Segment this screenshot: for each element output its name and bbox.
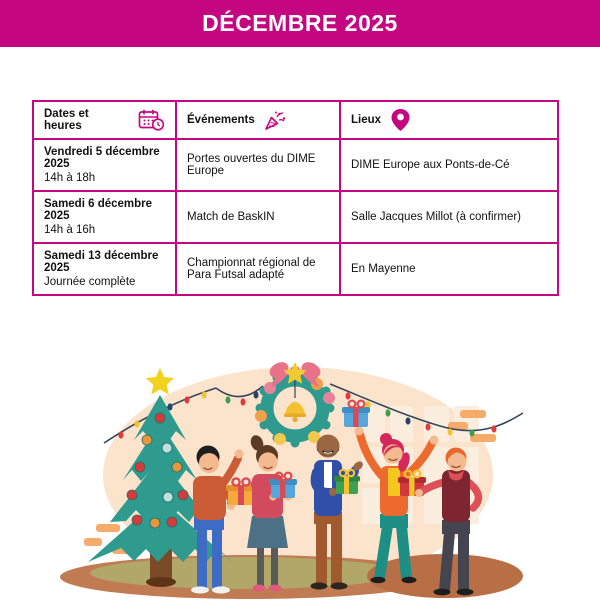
tree-star bbox=[146, 368, 174, 395]
location-pin-icon bbox=[390, 108, 411, 132]
col-header-dates-label: Dates et heures bbox=[44, 108, 89, 132]
col-header-locations-label: Lieux bbox=[351, 114, 382, 126]
event-date: Samedi 6 décembre 2025 bbox=[44, 198, 153, 222]
event-row bbox=[33, 191, 558, 243]
ground-rug bbox=[90, 557, 400, 589]
event-time: 14h à 16h bbox=[44, 224, 96, 236]
event-location-cell: DIME Europe aux Ponts-de-Cé bbox=[340, 139, 558, 191]
event-location-cell: En Mayenne bbox=[340, 243, 558, 295]
event-location-cell: Salle Jacques Millot (à confirmer) bbox=[340, 191, 558, 243]
col-header-dates bbox=[33, 101, 176, 139]
event-time: 14h à 18h bbox=[44, 172, 96, 184]
event-name-cell: Match de BaskIN bbox=[176, 191, 340, 243]
party-popper-icon bbox=[264, 110, 286, 131]
christmas-illustration bbox=[0, 340, 600, 600]
event-date-cell bbox=[33, 139, 176, 191]
col-header-locations bbox=[340, 101, 558, 139]
event-name-cell: Championnat régional de Para Futsal adapté bbox=[176, 243, 340, 295]
event-time: Journée complète bbox=[44, 276, 136, 288]
event-date: Samedi 13 décembre 2025 bbox=[44, 250, 159, 274]
event-row bbox=[33, 139, 558, 191]
events-table bbox=[32, 100, 559, 296]
table-header-row bbox=[33, 101, 558, 139]
event-date-cell bbox=[33, 243, 176, 295]
month-banner bbox=[0, 0, 600, 47]
event-row bbox=[33, 243, 558, 295]
event-date: Vendredi 5 décembre 2025 bbox=[44, 146, 160, 170]
event-name-cell: Portes ouvertes du DIME Europe bbox=[176, 139, 340, 191]
col-header-events bbox=[176, 101, 340, 139]
banner-title: DÉCEMBRE 2025 bbox=[202, 10, 398, 36]
calendar-icon bbox=[138, 109, 165, 131]
col-header-events-label: Événements bbox=[187, 114, 255, 126]
event-date-cell bbox=[33, 191, 176, 243]
